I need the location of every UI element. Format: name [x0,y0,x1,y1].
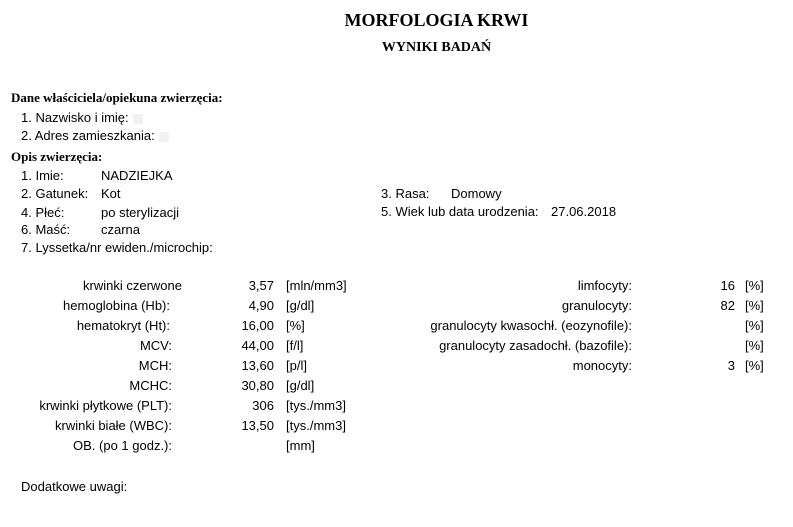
animal-breed-label: 3. Rasa: [381,186,430,201]
page-title: MORFOLOGIA KRWI [344,10,529,30]
result-value: 16,00 [241,318,274,333]
result-value: 44,00 [241,338,274,353]
result-value: 30,80 [241,378,274,393]
result-unit: [%] [745,358,764,373]
result-label: granulocyty: [561,298,632,313]
result-unit: [f/l] [286,338,304,353]
result-unit: [p/l] [286,358,307,373]
animal-breed-value: Domowy [451,186,502,201]
result-value: 3 [727,358,735,373]
owner-name-row [21,110,143,126]
result-label: krwinki czerwone [83,278,182,293]
animal-age-label: 5. Wiek lub data urodzenia: [381,204,539,219]
result-value: 16 [720,278,735,293]
result-unit: [tys./mm3] [286,418,346,433]
result-label: limfocyty: [577,278,632,293]
result-unit: [tys./mm3] [286,398,346,413]
result-value: 13,60 [241,358,274,373]
animal-species-label: 2. Gatunek: [21,186,89,201]
animal-name-value: NADZIEJKA [101,168,173,183]
result-unit: [%] [745,298,764,313]
owner-heading: Dane właściciela/opiekuna zwierzęcia: [11,90,223,105]
animal-age-value: 27.06.2018 [551,204,617,219]
result-label: krwinki płytkowe (PLT): [39,398,172,413]
result-unit: [mln/mm3] [286,278,347,293]
result-unit: [%] [745,318,764,333]
result-label: MCHC: [129,378,172,393]
animal-sex-value: po sterylizacji [101,205,180,220]
result-unit: [%] [745,278,764,293]
result-value: 82 [720,298,735,313]
result-label: granulocyty zasadochł. (bazofile): [439,338,632,353]
owner-address-label: 2. Adres zamieszkania: [21,128,155,143]
result-unit: [mm] [286,438,315,453]
animal-heading: Opis zwierzęcia: [11,149,103,164]
animal-species-value: Kot [101,186,121,201]
result-label: MCH: [138,358,172,373]
result-label: granulocyty kwasochł. (eozynofile): [430,318,632,333]
page-subtitle: WYNIKI BADAŃ [381,40,492,55]
result-label: krwinki białe (WBC): [54,418,172,433]
owner-name-label: 1. Nazwisko i imię: [21,110,129,125]
result-value: 306 [252,398,274,413]
animal-color-value: czarna [101,222,141,237]
result-value: 4,90 [248,298,274,313]
redacted-address [159,132,169,142]
result-label: OB. (po 1 godz.): [73,438,172,453]
animal-chip-label: 7. Lyssetka/nr ewiden./microchip: [21,240,213,255]
result-unit: [g/dl] [286,298,315,313]
animal-color-label: 6. Maść: [21,222,71,237]
result-label: hematokryt (Ht): [76,318,170,333]
result-label: monocyty: [572,358,632,373]
result-unit: [%] [286,318,305,333]
owner-address-row [21,128,169,144]
result-value: 3,57 [248,278,274,293]
animal-name-label: 1. Imie: [21,168,64,183]
result-value: 13,50 [241,418,274,433]
notes-label: Dodatkowe uwagi: [21,479,128,494]
result-unit: [g/dl] [286,378,315,393]
result-unit: [%] [745,338,764,353]
result-label: hemoglobina (Hb): [63,298,170,313]
redacted-name [133,114,143,124]
animal-sex-label: 4. Płeć: [21,205,65,220]
result-label: MCV: [139,338,172,353]
